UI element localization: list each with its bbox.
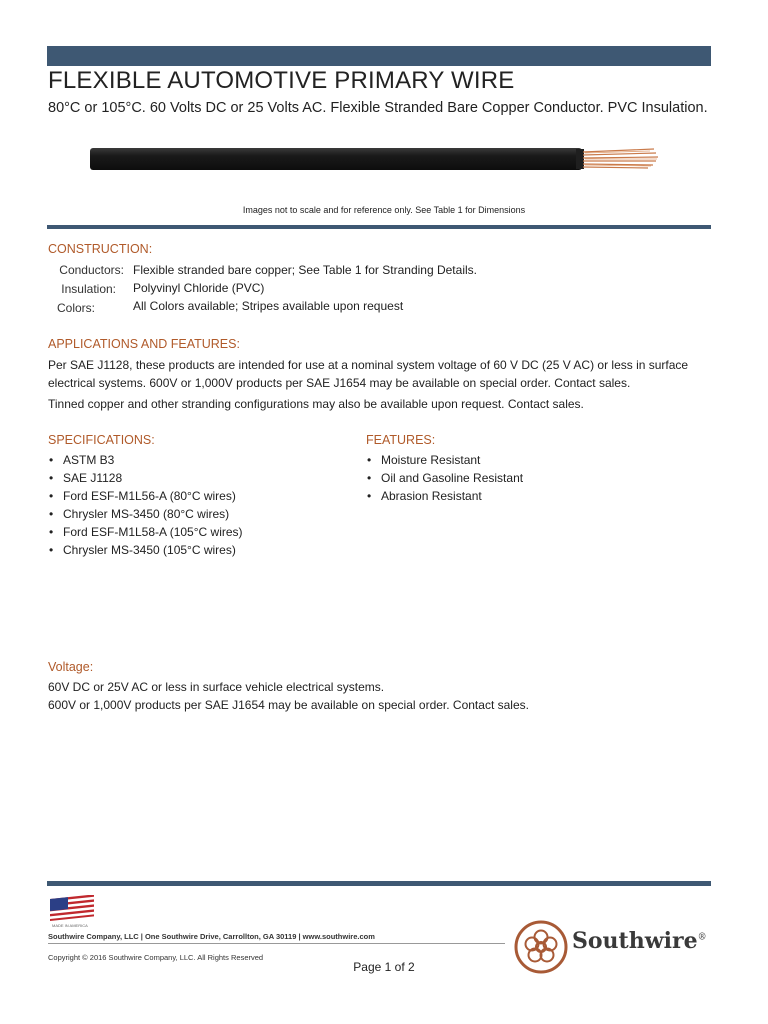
header-bar xyxy=(47,46,711,66)
applications-line: Tinned copper and other stranding configurations may also be available upon request. Contact sales. xyxy=(48,397,584,411)
voltage-line: 600V or 1,000V products per SAE J1654 may be available on special order. Contact sales. xyxy=(48,698,529,712)
construction-heading: CONSTRUCTION: xyxy=(48,242,153,256)
list-item: • Ford ESF-M1L58-A (105°C wires) xyxy=(48,523,243,541)
list-item: • Ford ESF-M1L56-A (80°C wires) xyxy=(48,487,243,505)
list-item: • ASTM B3 xyxy=(48,451,243,469)
list-item: • Chrysler MS-3450 (80°C wires) xyxy=(48,505,243,523)
list-item: • Oil and Gasoline Resistant xyxy=(366,469,523,487)
applications-line: Per SAE J1128, these products are intended for use at a nominal system voltage of 60 V DC (25 V AC) or less in surface xyxy=(48,358,689,372)
copyright: Copyright © 2016 Southwire Company, LLC. All Rights Reserved xyxy=(48,953,264,962)
usa-flag-icon xyxy=(50,895,96,923)
construction-label: Colors: xyxy=(56,301,95,315)
voltage-heading: Voltage: xyxy=(48,660,94,674)
construction-value: Flexible stranded bare copper; See Table 1 for Stranding Details. xyxy=(133,263,477,277)
image-caption: Images not to scale and for reference only. See Table 1 for Dimensions xyxy=(242,205,526,215)
list-item: • SAE J1128 xyxy=(48,469,243,487)
specifications-list xyxy=(48,451,243,559)
page-subtitle: 80°C or 105°C. 60 Volts DC or 25 Volts AC. Flexible Stranded Bare Copper Conductor. PVC Insulation. xyxy=(48,100,708,116)
list-item: • Chrysler MS-3450 (105°C wires) xyxy=(48,541,243,559)
features-heading: FEATURES: xyxy=(366,433,436,447)
applications-heading: APPLICATIONS AND FEATURES: xyxy=(48,337,240,351)
specifications-heading: SPECIFICATIONS: xyxy=(48,433,155,447)
address-underline xyxy=(48,943,505,944)
construction-value: All Colors available; Stripes available upon request xyxy=(133,299,404,313)
section-divider xyxy=(47,225,711,229)
features-list xyxy=(366,451,523,505)
southwire-logo-text: Southwire® xyxy=(572,928,707,954)
footer-divider xyxy=(47,881,711,886)
list-item: • Moisture Resistant xyxy=(366,451,523,469)
page-number: Page 1 of 2 xyxy=(353,960,415,974)
construction-label: Conductors: xyxy=(59,263,124,277)
made-in-label: MADE IN AMERICA xyxy=(52,923,88,928)
wire-image xyxy=(90,140,662,180)
applications-line: electrical systems. 600V or 1,000V products per SAE J1654 may be available on special order. Contact sales. xyxy=(48,376,631,390)
construction-value: Polyvinyl Chloride (PVC) xyxy=(133,281,265,295)
page-title: FLEXIBLE AUTOMOTIVE PRIMARY WIRE xyxy=(48,67,515,94)
company-address: Southwire Company, LLC | One Southwire Drive, Carrollton, GA 30119 | www.southwire.com xyxy=(48,932,375,941)
construction-label: Insulation: xyxy=(61,282,116,296)
list-item: • Abrasion Resistant xyxy=(366,487,523,505)
voltage-line: 60V DC or 25V AC or less in surface vehicle electrical systems. xyxy=(48,680,385,694)
